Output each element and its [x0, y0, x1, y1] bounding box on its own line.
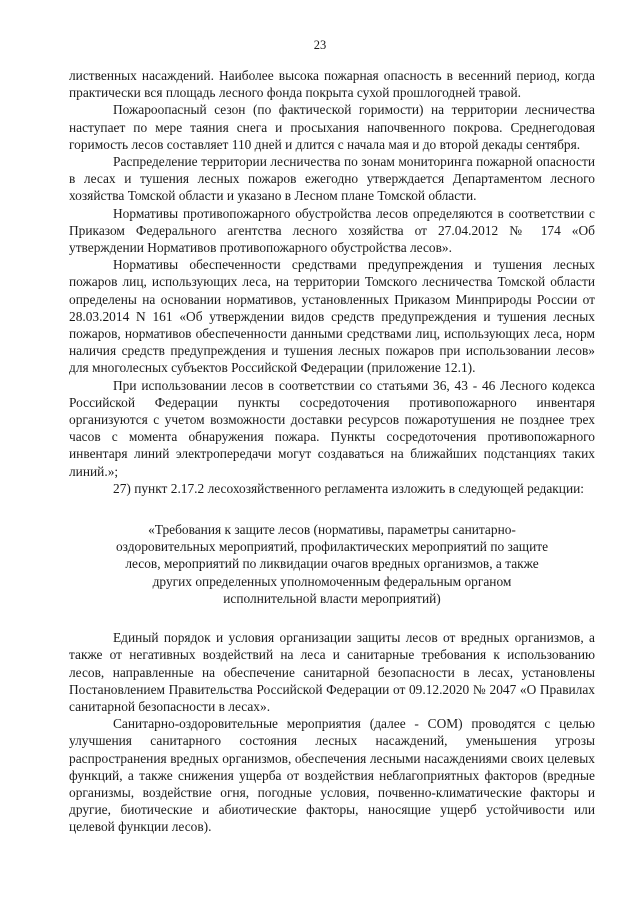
paragraph-sanitary-measures: Санитарно-оздоровительные мероприятия (далее - СОМ) проводятся с целью улучшения санитарного состояния лесных насаждений, уменьшения угрозы распространения вредных организмов, обеспечения лесными насаждениями своих целевых функций, а также снижения ущерба от воздействия неблагоприятных факторов (вредные организмы, воздействие огня, погодные условия, почвенно-климатические факторы и другие, биотические и абиотические факторы, наносящие ущерб устойчивости или целевой функции лесов).: [69, 716, 595, 835]
paragraph-amendment-27: 27) пункт 2.17.2 лесохозяйственного регламента изложить в следующей редакции:: [113, 480, 585, 496]
paragraph-fire-equipment-norms: Нормативы обеспеченности средствами предупреждения и тушения лесных пожаров лиц, использующих леса, на территории Томского лесничества Томской области определены на основании нормативов, установленных Приказом Минприроды России от 28.03.2014 N 161 «Об утверждении видов средств предупреждения и тушения лесных пожаров, нормативов обеспеченности данными средствами лиц, использующих леса, норм наличия средств предупреждения и тушения лесных пожаров при использовании лесов» для многолесных субъектов Российской Федерации (приложение 12.1).: [69, 257, 595, 376]
document-body: [69, 67, 595, 836]
paragraph-fire-norms: Нормативы противопожарного обустройства лесов определяются в соответствии с Приказом Федерального агентства лесного хозяйства от 27.04.2012 № 174 «Об утверждении Нормативов противопожарного обустройства лесов».: [69, 205, 595, 256]
page-number: 23: [313, 38, 327, 52]
paragraph-sanitary-rules: Единый порядок и условия организации защиты лесов от вредных организмов, а также от негативных воздействий на леса и санитарные требования к использованию лесов, направленные на обеспечение санитарной безопасности в лесах, установлены Постановлением Правительства Российской Федерации от 09.12.2020 № 2047 «О Правилах санитарной безопасности в лесах».: [69, 630, 595, 714]
paragraph-continuation: лиственных насаждений. Наиболее высока пожарная опасность в весенний период, когда практически вся площадь лесного фонда покрыта сухой прошлогодней травой.: [69, 68, 595, 101]
paragraph-fire-inventory-points: При использовании лесов в соответствии со статьями 36, 43 - 46 Лесного кодекса Российской Федерации пункты сосредоточения противопожарного инвентаря организуются с учетом возможности доставки ресурсов пожаротушения не позднее трех часов с момента обнаружения пожара. Пункты сосредоточения противопожарного инвентаря линий электропередачи могут создаваться на ближайших подстанциях таких линий.»;: [69, 377, 595, 479]
paragraph-fire-zones: Распределение территории лесничества по зонам мониторинга пожарной опасности в лесах и тушения лесных пожаров ежегодно утверждается Департаментом лесного хозяйства Томской области и указано в Лесном плане Томской области.: [69, 154, 595, 204]
section-heading: «Требования к защите лесов (нормативы, параметры санитарно-оздоровительных мероприятий, профилактических мероприятий по защите лесов, мероприятий по ликвидации очагов вредных организмов, а также других определенных уполномоченным федеральным органом исполнительной власти мероприятий): [115, 522, 549, 606]
paragraph-fire-season: Пожароопасный сезон (по фактической горимости) на территории лесничества наступает по мере таяния снега и просыхания напочвенного покрова. Среднегодовая горимость лесов составляет 110 дней и длится с начала мая и до второй декады сентября.: [69, 102, 595, 152]
